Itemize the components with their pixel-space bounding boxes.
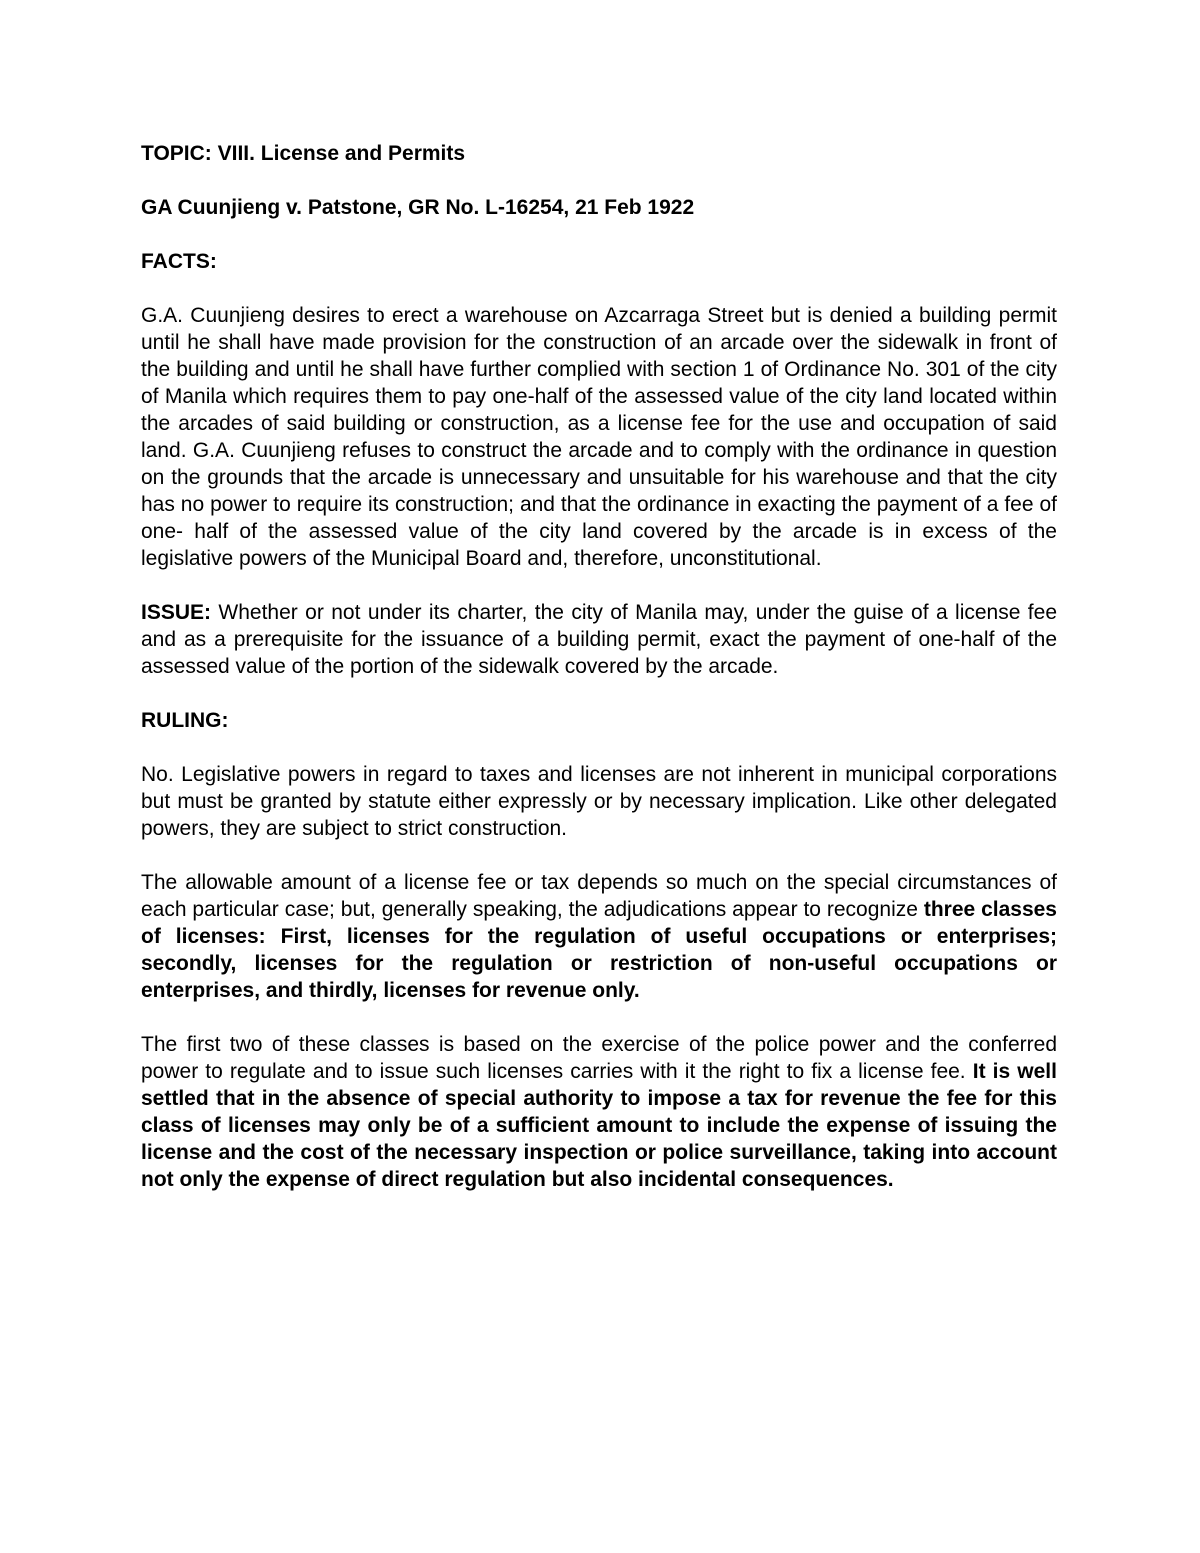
ruling-paragraph-3-emphasis: It is well settled that in the absence of special authority to impose a tax for revenue the fee for this class of licenses may only be of a sufficient amount to include the expense of issuing the license and the cost of the necessary inspection or police surveillance, taking into account not only the expense of direct regulation but also incidental consequences. — [141, 1060, 1057, 1191]
ruling-paragraph-1: No. Legislative powers in regard to taxes and licenses are not inherent in municipal corporations but must be granted by statute either expressly or by necessary implication. Like other delegated powers, they are subject to strict construction. — [141, 763, 1057, 840]
facts-paragraph: G.A. Cuunjieng desires to erect a warehouse on Azcarraga Street but is denied a building permit until he shall have made provision for the construction of an arcade over the sidewalk in front of the building and until he shall have further complied with section 1 of Ordinance No. 301 of the city of Manila which requires them to pay one-half of the assessed value of the city land located within the arcades of said building or construction, as a license fee for the use and occupation of said land. G.A. Cuunjieng refuses to construct the arcade and to comply with the ordinance in question on the grounds that the arcade is unnecessary and unsuitable for his warehouse and that the city has no power to require its construction; and that the ordinance in exacting the payment of a fee of one- half of the assessed value of the city land covered by the arcade is in excess of the legislative powers of the Municipal Board and, therefore, unconstitutional. — [141, 304, 1057, 570]
ruling-paragraph-2-text: The allowable amount of a license fee or tax depends so much on the special circumstances of each particular case; but, generally speaking, the adjudications appear to recognize — [141, 871, 1057, 921]
issue-paragraph — [141, 599, 1057, 680]
case-title: GA Cuunjieng v. Patstone, GR No. L-16254, 21 Feb 1922 — [141, 196, 695, 219]
issue-text: Whether or not under its charter, the city of Manila may, under the guise of a license fee and as a prerequisite for the issuance of a building permit, exact the payment of one-half of the assessed value of the portion of the sidewalk covered by the arcade. — [141, 601, 1057, 678]
ruling-paragraph-3-text: The first two of these classes is based on the exercise of the police power and the conferred power to regulate and to issue such licenses carries with it the right to fix a license fee. — [141, 1033, 1057, 1083]
ruling-paragraph-2 — [141, 869, 1057, 1004]
topic-heading: TOPIC: VIII. License and Permits — [141, 142, 466, 165]
document-page — [141, 140, 1057, 1220]
ruling-heading: RULING: — [141, 709, 229, 732]
ruling-paragraph-3 — [141, 1031, 1057, 1193]
facts-heading: FACTS: — [141, 250, 217, 273]
issue-label: ISSUE: — [141, 601, 212, 624]
ruling-paragraph-2-emphasis: three classes of licenses: First, licenses for the regulation of useful occupations or enterprises; secondly, licenses for the regulation or restriction of non-useful occupations or enterprises, and thirdly, licenses for revenue only. — [141, 898, 1057, 1002]
